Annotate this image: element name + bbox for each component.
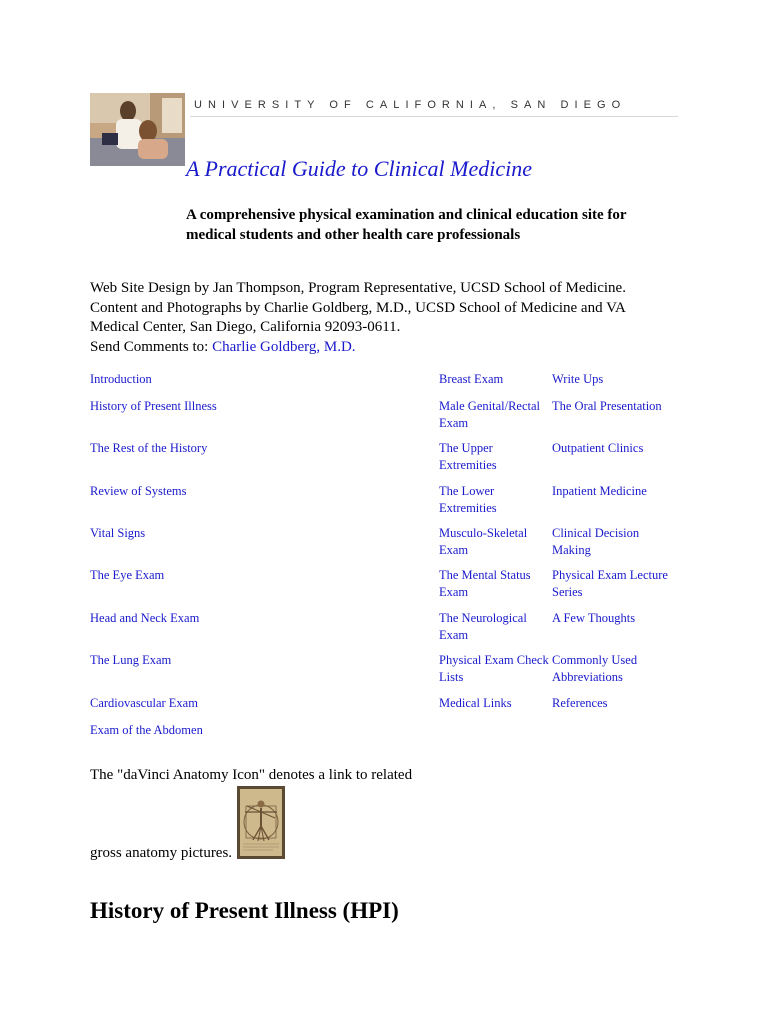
davinci-note-line-1: The "daVinci Anatomy Icon" denotes a link to related: [90, 767, 413, 783]
nav-link-head-and-neck-exam[interactable]: Head and Neck Exam: [90, 611, 200, 625]
nav-link-text: The Lower: [439, 484, 495, 498]
nav-link-the-lower-extremities[interactable]: [439, 483, 497, 516]
ucsd-wordmark: UNIVERSITY OF CALIFORNIA, SAN DIEGO: [194, 99, 627, 111]
send-comments-label: Send Comments to:: [90, 338, 209, 355]
nav-link-vital-signs[interactable]: Vital Signs: [90, 526, 146, 540]
nav-link-text: Extremities: [439, 457, 497, 472]
nav-link-medical-links[interactable]: [439, 695, 512, 712]
header-photo: [90, 93, 185, 166]
nav-link-breast-exam[interactable]: [439, 371, 503, 388]
section-heading-hpi: History of Present Illness (HPI): [90, 898, 399, 923]
banner-divider: [190, 116, 678, 117]
nav-link-exam-of-the-abdomen[interactable]: Exam of the Abdomen: [90, 723, 203, 737]
credits-line-address: Medical Center, San Diego, California 92093-0611.: [90, 319, 401, 335]
nav-link-text: Inpatient Medicine: [552, 484, 647, 498]
page-title: A Practical Guide to Clinical Medicine: [186, 156, 533, 181]
nav-link-text: Exam: [439, 542, 469, 557]
nav-link-text: The Oral Presentation: [552, 399, 662, 413]
nav-link-text: Abbreviations: [552, 669, 623, 684]
nav-link-text: Series: [552, 584, 583, 599]
send-comments-line: [90, 338, 670, 358]
nav-link-text: Breast Exam: [439, 372, 504, 386]
nav-link-the-upper-extremities[interactable]: [439, 440, 497, 473]
nav-link-the-lung-exam[interactable]: The Lung Exam: [90, 653, 172, 667]
nav-link-the-oral-presentation[interactable]: [552, 398, 662, 415]
nav-link-text: Exam: [439, 584, 469, 599]
davinci-note-line-2: gross anatomy pictures.: [90, 845, 233, 861]
nav-link-clinical-decision-making[interactable]: [552, 525, 639, 558]
credits-line-design: Web Site Design by Jan Thompson, Program Representative, UCSD School of Medicine.: [90, 280, 626, 296]
nav-link-text: Making: [552, 542, 591, 557]
nav-link-text: Extremities: [439, 500, 497, 515]
nav-link-text: Musculo-Skeletal: [439, 526, 528, 540]
credits-block: [90, 279, 670, 357]
nav-link-text: Male Genital/Rectal: [439, 399, 541, 413]
credits-line-content: Content and Photographs by Charlie Goldberg, M.D., UCSD School of Medicine and VA: [90, 299, 626, 316]
ucsd-banner: [190, 98, 680, 120]
nav-link-the-mental-status-exam[interactable]: [439, 567, 531, 600]
nav-link-text: Physical Exam Lecture: [552, 568, 668, 582]
nav-link-references[interactable]: [552, 695, 608, 712]
nav-link-history-of-present-illness[interactable]: History of Present Illness: [90, 399, 217, 413]
nav-link-physical-exam-lecture-series[interactable]: [552, 567, 668, 600]
nav-link-text: Write Ups: [552, 372, 604, 386]
nav-link-the-rest-of-the-history[interactable]: The Rest of the History: [90, 441, 208, 455]
nav-link-text: References: [552, 696, 608, 710]
nav-link-text: Medical Links: [439, 696, 512, 710]
nav-link-a-few-thoughts[interactable]: [552, 610, 635, 627]
nav-link-write-ups[interactable]: [552, 371, 603, 388]
nav-link-text: Outpatient Clinics: [552, 441, 644, 455]
nav-link-cardiovascular-exam[interactable]: Cardiovascular Exam: [90, 696, 198, 710]
nav-link-review-of-systems[interactable]: Review of Systems: [90, 484, 187, 498]
nav-link-text: The Upper: [439, 441, 493, 455]
nav-link-male-genital-rectal-exam[interactable]: [439, 398, 540, 431]
nav-link-text: Lists: [439, 669, 464, 684]
nav-link-inpatient-medicine[interactable]: [552, 483, 647, 500]
page-subtitle: A comprehensive physical examination and clinical education site for medical students and other health care professionals: [186, 207, 627, 243]
nav-link-the-eye-exam[interactable]: The Eye Exam: [90, 568, 165, 582]
nav-link-the-neurological-exam[interactable]: [439, 610, 527, 643]
nav-link-text: Commonly Used: [552, 653, 638, 667]
nav-link-text: Clinical Decision: [552, 526, 640, 540]
nav-link-physical-exam-check-lists[interactable]: [439, 652, 549, 685]
nav-link-musculo-skeletal-exam[interactable]: [439, 525, 527, 558]
nav-link-text: Exam: [439, 627, 469, 642]
nav-link-text: The Mental Status: [439, 568, 531, 582]
nav-link-outpatient-clinics[interactable]: [552, 440, 643, 457]
nav-link-text: Exam: [439, 415, 469, 430]
nav-link-introduction[interactable]: Introduction: [90, 372, 152, 386]
nav-link-text: A Few Thoughts: [552, 611, 636, 625]
nav-link-text: The Neurological: [439, 611, 527, 625]
nav-link-commonly-used-abbreviations[interactable]: [552, 652, 637, 685]
send-comments-link[interactable]: Charlie Goldberg, M.D.: [212, 338, 356, 355]
nav-link-text: Physical Exam Check: [439, 653, 549, 667]
davinci-anatomy-icon[interactable]: [237, 786, 285, 859]
